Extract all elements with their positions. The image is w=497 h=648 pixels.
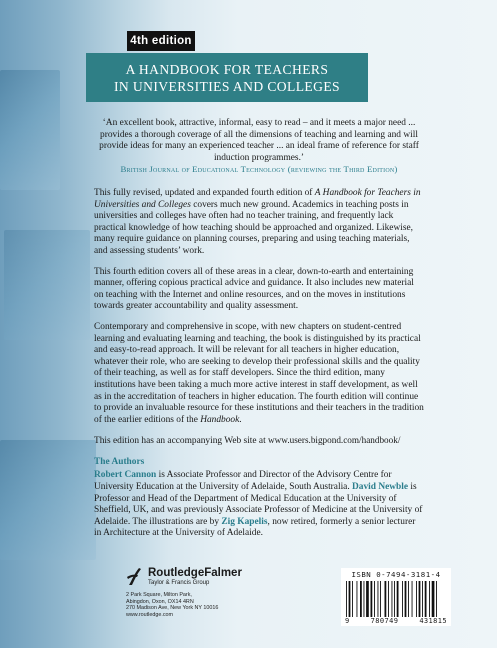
barcode-bar xyxy=(429,581,430,617)
barcode-bar xyxy=(346,581,347,617)
barcode-bar xyxy=(402,581,403,617)
barcode-bar xyxy=(352,581,353,617)
barcode-bar xyxy=(378,581,379,617)
website-url: www.users.bigpond.com/handbook/ xyxy=(268,435,401,446)
edition-label: 4th edition xyxy=(127,31,195,51)
barcode-graphic xyxy=(344,581,442,617)
barcode-digits-left: 780749 xyxy=(370,617,399,625)
author-2-bio: is Professor and Head of the Department of Medical Education at the University of Sheffield, UK, and was previously Associate Professor of Medicine at the University of Adelaide. The illustrations are by xyxy=(94,482,423,527)
paragraph-3-text-a: Contemporary and comprehensive in scope, with new chapters on student-centred learning and evaluating learning and teaching, the book is distinguished by its practical and easy-to-read approach. It will be relevant for all teachers in higher education, whatever their role, who are seeking to develop their professional skills and the quality of their teaching, as well as for staff developers. Since the third edition, many institutions have been taking a much more active interest in staff development, as well as in the accreditation of teachers in higher education. The fourth edition will continue to provide an invaluable resource for these institutions and their teachers in the tradition of the earlier editions of the xyxy=(94,321,424,425)
author-1-bio: is Associate Professor and Director of the Advisory Centre for University Education at the University of Adelaide, South Australia. xyxy=(94,470,392,493)
address-line-3: 270 Madison Ave, New York NY 10016 xyxy=(126,605,219,612)
background-photo-middle xyxy=(4,230,90,340)
address-line-2: Abingdon, Oxon, OX14 4RN xyxy=(126,598,194,605)
title-line-2: IN UNIVERSITIES AND COLLEGES xyxy=(113,78,341,94)
barcode-bar xyxy=(385,581,387,617)
address-line-4: www.routledge.com xyxy=(126,611,174,618)
publisher-logo-row xyxy=(126,566,286,586)
barcode-bar xyxy=(374,581,375,617)
author-2-name: David Newble xyxy=(352,482,409,493)
paragraph-1-book-title: A Handbook for Teachers in Universities and Colleges xyxy=(94,188,421,210)
barcode-digits xyxy=(344,617,448,625)
barcode-bar xyxy=(422,581,423,617)
address-line-1: 2 Park Square, Milton Park, xyxy=(126,592,192,598)
book-title xyxy=(86,53,368,102)
barcode-bar xyxy=(371,581,373,617)
author-1-name: Robert Cannon xyxy=(94,470,157,481)
barcode-bar xyxy=(408,581,409,617)
barcode-bar xyxy=(436,581,437,617)
quote-text: ‘An excellent book, attractive, informal, easy to read – and it meets a major need ... provides a thorough coverage of all the dimensions of teaching and learning and will provide ideas for many an experienced teacher ... an ideal frame of reference for staff induction programmes.’ xyxy=(99,118,419,163)
barcode-bar xyxy=(416,581,417,617)
quote-source: British Journal of Educational Technology (reviewing the Third Edition) xyxy=(120,164,398,175)
barcode-bar xyxy=(364,581,365,617)
publisher-block xyxy=(126,566,286,618)
illustrator-bio: , now retired, formerly a senior lecturer in Architecture at the University of Adelaide. xyxy=(94,516,416,539)
isbn-label: ISBN 0-7494-3181-4 xyxy=(351,570,441,579)
barcode-bar xyxy=(349,581,351,617)
publisher-name-group xyxy=(148,567,242,586)
blurb xyxy=(94,188,424,549)
publisher-group: Taylor & Francis Group xyxy=(148,579,210,586)
review-quote xyxy=(94,118,424,176)
illustrator-name: Zig Kapelis xyxy=(221,516,268,527)
authors-heading: The Authors xyxy=(94,456,145,467)
barcode-bar xyxy=(397,581,399,617)
barcode-bar xyxy=(388,581,389,617)
barcode-bar xyxy=(412,581,413,617)
routledge-falmer-logo-icon xyxy=(126,566,144,586)
paragraph-1-text-b: covers much new ground. Academics in teaching posts in universities and colleges have often had no teacher training, and frequently lack practical knowledge of how teaching should be approached and organized. Likewise, many require guidance on planning courses, preparing and using teaching materials, and assessing students’ work. xyxy=(94,199,413,256)
paragraph-3-text-b: . xyxy=(239,414,242,425)
paragraph-4-text: This edition has an accompanying Web site at xyxy=(94,436,269,447)
paragraph-3-book-title: Handbook xyxy=(200,414,240,425)
title-line-1: A HANDBOOK FOR TEACHERS xyxy=(125,61,329,77)
publisher-name: RoutledgeFalmer xyxy=(148,566,242,579)
barcode-digits-right: 431815 xyxy=(419,617,447,625)
barcode-bar xyxy=(405,581,407,617)
paragraph-2: This fourth edition covers all of these areas in a clear, down-to-earth and entertaining manner, offering copious practical advice and guidance. It also includes new material on teaching with the Internet and online resources, and on the moves in institutions towards greater accountability and quality assessment. xyxy=(94,266,414,312)
barcode-bar xyxy=(432,581,435,617)
paragraph-1 xyxy=(94,188,424,258)
paragraph-4 xyxy=(94,435,424,448)
paragraph-1-text-a: This fully revised, updated and expanded fourth edition of xyxy=(94,188,315,198)
barcode-bar xyxy=(366,581,369,617)
publisher-address xyxy=(126,592,286,618)
barcode-bar xyxy=(419,581,421,617)
background-photo-top xyxy=(0,70,60,190)
barcode-bar xyxy=(357,581,358,617)
authors-paragraph xyxy=(94,470,424,540)
barcode-bar xyxy=(360,581,362,617)
barcode-bar xyxy=(425,581,427,617)
barcode-bar xyxy=(380,581,381,617)
barcode-bar xyxy=(394,581,395,617)
barcode-digit-first: 9 xyxy=(345,617,350,625)
background-photo-bottom xyxy=(0,440,96,560)
isbn-block xyxy=(341,568,451,626)
paragraph-3 xyxy=(94,322,424,426)
barcode-bar xyxy=(392,581,393,617)
